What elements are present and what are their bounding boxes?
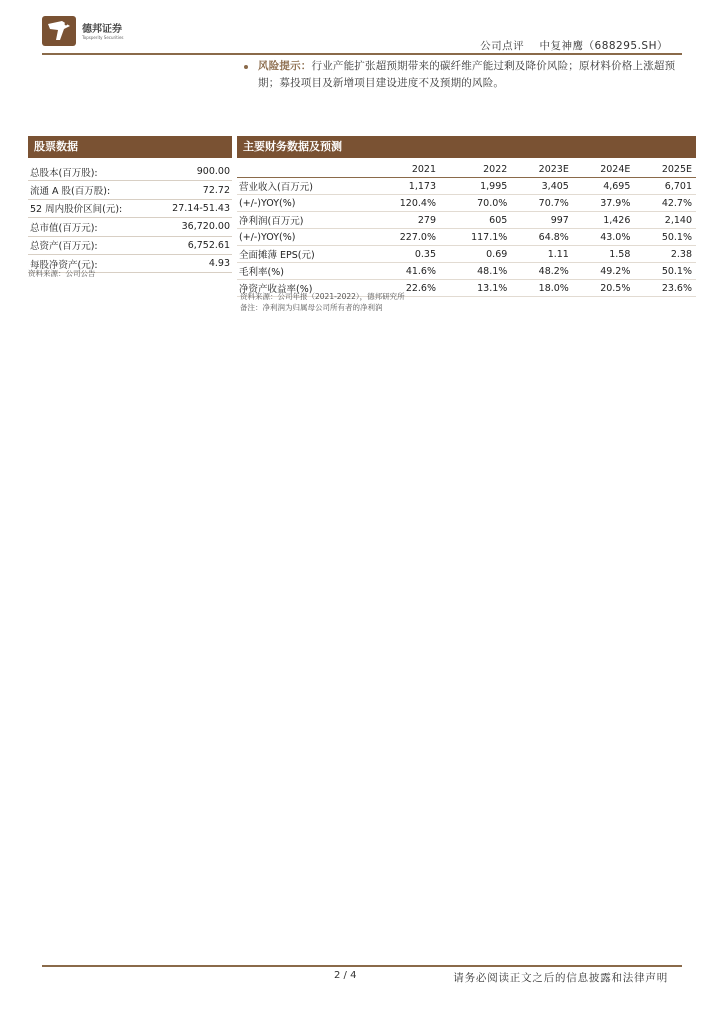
stock-data-value: 36,720.00 [152,218,232,236]
financials-row-label: (+/-)YOY(%) [237,195,369,212]
financials-year-header: 2025E [634,161,696,178]
financials-cell: 48.2% [511,263,573,280]
financials-source: 资料来源：公司年报（2021-2022），德邦研究所 [240,292,405,301]
financials-cell: 70.7% [511,195,573,212]
brand-logo-icon [42,14,78,48]
financials-cell: 120.4% [369,195,440,212]
stock-data-value: 6,752.61 [152,236,232,254]
financials-cell: 41.6% [369,263,440,280]
financials-cell: 23.6% [634,280,696,297]
stock-data-row [28,163,232,181]
stock-data-value: 4.93 [152,254,232,272]
financials-cell: 1,173 [369,178,440,195]
financials-cell: 117.1% [440,229,511,246]
financials-cell: 43.0% [573,229,635,246]
page-number: 2 / 4 [334,970,357,981]
stock-data-label: 总市值(百万元): [28,218,152,236]
stock-data-row [28,218,232,236]
stock-data-source: 资料来源：公司公告 [28,269,96,278]
financials-row-label: 全面摊薄 EPS(元) [237,246,369,263]
header-divider [42,53,682,55]
financials-cell: 0.69 [440,246,511,263]
financials-year-header: 2023E [511,161,573,178]
stock-data-table [28,163,232,273]
disclaimer: 请务必阅读正文之后的信息披露和法律声明 [453,972,668,984]
report-type: 公司点评 [480,40,525,52]
financials-row-label: 净利润(百万元) [237,212,369,229]
financials-cell: 64.8% [511,229,573,246]
financials-cell: 42.7% [634,195,696,212]
stock-data-value: 27.14-51.43 [152,199,232,217]
stock-data-title: 股票数据 [28,136,232,158]
financials-cell: 1.11 [511,246,573,263]
financials-row [237,178,696,195]
risk-title: 风险提示： [258,60,312,72]
financials-year-header: 2024E [573,161,635,178]
financials-cell: 37.9% [573,195,635,212]
financials-row [237,229,696,246]
report-header [480,38,668,53]
financials-cell: 1.58 [573,246,635,263]
stock-data-label: 总资产(百万元): [28,236,152,254]
stock-data-label: 总股本(百万股): [28,163,152,181]
financials-cell: 279 [369,212,440,229]
financials-row-label: (+/-)YOY(%) [237,229,369,246]
financials-cell: 2,140 [634,212,696,229]
financials-cell: 18.0% [511,280,573,297]
financials-cell: 605 [440,212,511,229]
stock-data-value: 72.72 [152,181,232,199]
financials-cell: 1,426 [573,212,635,229]
brand-name: 德邦证券 [82,24,122,35]
financials-cell: 48.1% [440,263,511,280]
financials-row [237,212,696,229]
financials-cell: 2.38 [634,246,696,263]
financials-row [237,263,696,280]
financials-cell: 0.35 [369,246,440,263]
brand-name-en: Topsperity Securities [82,35,124,40]
footer-divider [42,965,682,967]
stock-data-label: 每股净资产(元): [28,254,152,272]
financials-row-label: 毛利率(%) [237,263,369,280]
financials-year-header: 2022 [440,161,511,178]
stock-data-label: 流通 A 股(百万股): [28,181,152,199]
financials-row-label: 净资产收益率(%) [237,280,369,297]
financials-cell: 4,695 [573,178,635,195]
financials-corner [237,161,369,178]
stock-data-row [28,181,232,199]
financials-cell: 3,405 [511,178,573,195]
financials-cell: 22.6% [369,280,440,297]
financials-cell: 70.0% [440,195,511,212]
financials-table [237,161,696,297]
company-name: 中复神鹰（688295.SH） [539,40,668,52]
financials-row [237,195,696,212]
financials-cell: 50.1% [634,263,696,280]
financials-cell: 997 [511,212,573,229]
stock-data-value: 900.00 [152,163,232,181]
financials-cell: 20.5% [573,280,635,297]
stock-data-row [28,199,232,217]
financials-cell: 6,701 [634,178,696,195]
financials-cell: 50.1% [634,229,696,246]
risk-text: 行业产能扩张超预期带来的碳纤维产能过剩及降价风险；原材料价格上涨超预期；募投项目及新增项目建设进度不及预期的风险。 [258,60,676,89]
financials-cell: 49.2% [573,263,635,280]
stock-data-row [28,236,232,254]
brand-logo [42,14,142,48]
financials-cell: 227.0% [369,229,440,246]
financials-cell: 1,995 [440,178,511,195]
financials-row [237,246,696,263]
financials-year-header: 2021 [369,161,440,178]
financials-row-label: 营业收入(百万元) [237,178,369,195]
stock-data-label: 52 周内股价区间(元): [28,199,152,217]
financials-cell: 13.1% [440,280,511,297]
financials-note: 备注：净利润为归属母公司所有者的净利润 [240,303,383,312]
risk-paragraph [244,58,690,92]
financials-title: 主要财务数据及预测 [237,136,696,158]
